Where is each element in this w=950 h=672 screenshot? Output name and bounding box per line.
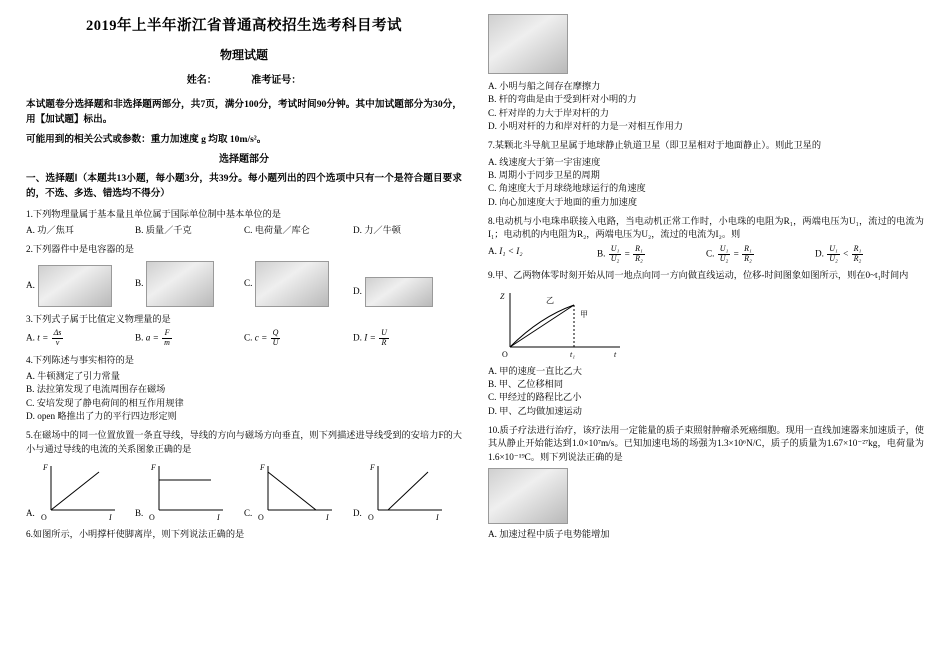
force-current-graph-b bbox=[145, 460, 229, 522]
fraction-d: $\frac{U}{R}$ bbox=[381, 328, 387, 347]
option-d: D. 甲、乙均做加速运动 bbox=[488, 405, 582, 416]
fraction-b: $\frac{F}{m}$ bbox=[164, 328, 170, 347]
svg-text:O: O bbox=[367, 513, 374, 523]
option-d: D. 向心加速度大于地面的重力加速度 bbox=[488, 196, 638, 207]
fraction-d-left: $\frac{\text{U₁}}{\text{U₂}}$ bbox=[829, 243, 838, 263]
question-4-stem: 4.下列陈述与事实相符的是 bbox=[26, 354, 134, 365]
displacement-time-graph bbox=[488, 287, 638, 361]
question-5-graph-options bbox=[26, 460, 462, 522]
svg-text:F: F bbox=[369, 463, 375, 473]
graph-option-b bbox=[135, 460, 244, 522]
question-6-stem: 6.如图所示，小明撑杆使脚离岸，则下列说法正确的是 bbox=[26, 529, 245, 540]
question-10-option-a: A. 加速过程中质子电势能增加 bbox=[488, 529, 610, 540]
option-c: C. 甲经过的路程比乙小 bbox=[488, 392, 582, 403]
option-d: D. $\frac{\text{U₁}}{\text{U₂}}$ < $\frac{\text{R₁}}{\text{R₂}}$ bbox=[815, 243, 862, 263]
question-5-stem: 5.在磁场中的同一位置放置一条直导线，导线的方向与磁场方向垂直，则下列描述进导线受到的安培力F的大小与通过导线的电流的关系图象正确的是 bbox=[26, 430, 462, 454]
question-9-figure bbox=[488, 287, 924, 361]
option-a: A. 甲的速度一直比乙大 bbox=[488, 365, 582, 376]
svg-text:F: F bbox=[151, 463, 157, 473]
option-a-label: A. bbox=[26, 508, 35, 519]
svg-text:O: O bbox=[40, 513, 47, 523]
question-10-stem: 10.质子疗法进行治疗，该疗法用一定能量的质子束照射肿瘤杀死癌细胞。现用一直线加速器来加速质子，使其从静止开始能达到1.0×10⁷m/s。已知加速电场的场强为1.3×10⁶N/C，质子的质量为1.67×10⁻²⁷kg，电荷量为1.6×10⁻¹⁹C。则下列说法正确的是 bbox=[488, 425, 924, 462]
option-b-label: B. bbox=[135, 278, 144, 289]
option-c: C. 角速度大于月球绕地球运行的角速度 bbox=[488, 183, 646, 194]
right-column bbox=[488, 14, 924, 664]
svg-text:t₁: t₁ bbox=[570, 349, 576, 359]
exam-notice-1: 本试题卷分选择题和非选择题两部分，共7页，满分100分，考试时间90分钟。其中加试题部分为30分，用【加试题】标出。 bbox=[26, 98, 462, 125]
option-a-label: A. bbox=[26, 280, 35, 291]
exam-notice-2: 可能用到的相关公式或参数：重力加速度 g 均取 10m/s²。 bbox=[26, 133, 267, 145]
svg-text:I: I bbox=[435, 513, 439, 523]
question-3-stem: 3.下列式子属于比值定义物理量的是 bbox=[26, 313, 171, 324]
option-c: C. 安培发现了静电荷间的相互作用规律 bbox=[26, 397, 184, 408]
question-1-stem: 1.下列物理量属于基本量且单位属于国际单位制中基本单位的是 bbox=[26, 208, 281, 219]
option-a: A. I₁ < I₂ bbox=[488, 245, 523, 256]
option-b: B. a = $\frac{F}{m}$ bbox=[135, 328, 170, 347]
option-c: C. c = $\frac{Q}{U}$ bbox=[244, 328, 279, 347]
option-c: C. $\frac{\text{U₁}}{\text{U₂}}$ = $\frac{\text{R₁}}{\text{R₂}}$ bbox=[706, 243, 752, 263]
option-d-label: D. bbox=[353, 508, 362, 519]
option-d-label: D. bbox=[353, 286, 362, 297]
svg-text:O: O bbox=[258, 513, 265, 523]
option-a: A. 小明与船之间存在摩擦力 bbox=[488, 81, 601, 91]
option-b: B. 质量／千克 bbox=[135, 225, 192, 236]
proton-therapy-machine-photo bbox=[488, 468, 568, 524]
option-d: D. open 略推出了力的平行四边形定则 bbox=[26, 411, 177, 422]
force-current-graph-c bbox=[254, 460, 338, 522]
fraction-d-right: $\frac{\text{R₁}}{\text{R₂}}$ bbox=[853, 243, 862, 263]
svg-text:t: t bbox=[614, 349, 617, 359]
ticket-label: 准考证号： bbox=[251, 75, 302, 87]
question-4-options bbox=[26, 370, 462, 423]
fraction-b-right: $\frac{\text{R₁}}{\text{R₂}}$ bbox=[635, 243, 643, 263]
option-a: A. 线速度大于第一宇宙速度 bbox=[488, 156, 601, 167]
graph-option-d bbox=[353, 460, 462, 522]
question-1-options bbox=[26, 224, 462, 237]
page-title: 2019年上半年浙江省普通高校招生选考科目考试 bbox=[86, 18, 402, 34]
fraction-c-left: $\frac{\text{U₁}}{\text{U₂}}$ bbox=[719, 243, 729, 263]
option-c-label: C. bbox=[244, 278, 253, 289]
capacitor-bank-photo bbox=[255, 261, 329, 307]
section-title: 选择题部分 bbox=[219, 154, 269, 166]
svg-text:甲: 甲 bbox=[580, 309, 588, 319]
force-current-graph-d bbox=[364, 460, 448, 522]
svg-text:O: O bbox=[502, 349, 508, 359]
option-b: B. 杆的弯曲是由于受到杆对小明的力 bbox=[488, 94, 637, 105]
question-2-image-options bbox=[26, 261, 462, 307]
option-b: B. 甲、乙位移相同 bbox=[488, 379, 564, 390]
question-3-options bbox=[26, 329, 462, 348]
option-a: A. 牛顿测定了引力常量 bbox=[26, 371, 120, 382]
option-b-label: B. bbox=[135, 508, 144, 519]
force-current-graph-a bbox=[37, 460, 121, 522]
svg-text:I: I bbox=[326, 513, 329, 523]
fraction-a: $\frac{\Delta s}{v}$ bbox=[53, 328, 62, 347]
left-column bbox=[26, 14, 462, 664]
question-9-options bbox=[488, 365, 924, 418]
fraction-c: $\frac{Q}{U}$ bbox=[272, 328, 279, 347]
option-a: A. 功／焦耳 bbox=[26, 225, 74, 236]
fraction-b-left: $\frac{\text{U₁}}{\text{U₂}}$ bbox=[610, 243, 620, 263]
robot-device-photo bbox=[38, 265, 112, 307]
option-b: B. $\frac{\text{U₁}}{\text{U₂}}$ = $\frac{\text{R₁}}{\text{R₂}}$ bbox=[597, 243, 643, 263]
question-9-stem: 9.甲、乙两物体零时刻开始从同一地点向同一方向做直线运动，位移-时间图象如图所示，则在0~t₁时间内 bbox=[488, 270, 909, 281]
section-description: 一、选择题Ⅰ（本题共13小题，每小题3分，共39分。每小题列出的四个选项中只有一个是符合题目要求的，不选、多选、错选均不得分） bbox=[26, 172, 462, 199]
svg-text:I: I bbox=[108, 513, 112, 523]
question-8-options bbox=[488, 245, 924, 264]
fraction-c-right: $\frac{\text{R₁}}{\text{R₂}}$ bbox=[744, 243, 752, 263]
svg-text:F: F bbox=[260, 463, 266, 473]
question-7-stem: 7.某颗北斗导航卫星属于地球静止轨道卫星（即卫星相对于地面静止）。则此卫星的 bbox=[488, 140, 822, 151]
option-c: C. 杆对岸的力大于岸对杆的力 bbox=[488, 107, 609, 118]
resistor-photo bbox=[365, 277, 433, 307]
option-b: B. 周期小于同步卫星的周期 bbox=[488, 170, 600, 181]
capacitor-photo bbox=[146, 261, 214, 307]
candidate-info-row bbox=[26, 74, 462, 89]
question-8-stem: 8.电动机与小电珠串联接入电路，当电动机正常工作时，小电珠的电阻为R₁，两端电压为U₁，流过的电流为I₁；电动机的内电阻为R₂，两端电压为U₂，流过的电流为I₂。则 bbox=[488, 216, 924, 240]
svg-text:Z: Z bbox=[500, 291, 505, 301]
pole-vault-boat-photo bbox=[488, 14, 568, 74]
two-column-layout bbox=[26, 14, 924, 664]
question-7-options bbox=[488, 156, 924, 209]
option-c: C. 电荷量／库仑 bbox=[244, 225, 310, 236]
option-d: D. 力／牛顿 bbox=[353, 225, 401, 236]
option-c-label: C. bbox=[244, 508, 253, 519]
option-d: D. I = $\frac{U}{R}$ bbox=[353, 328, 387, 347]
name-label: 姓名： bbox=[186, 75, 217, 87]
question-6-options bbox=[488, 80, 924, 133]
svg-text:I: I bbox=[217, 513, 220, 523]
option-d: D. 小明对杆的力和岸对杆的力是一对相互作用力 bbox=[488, 121, 683, 132]
graph-option-c bbox=[244, 460, 353, 522]
question-2-stem: 2.下列器件中是电容器的是 bbox=[26, 244, 134, 255]
svg-text:F: F bbox=[42, 463, 48, 473]
option-a: A. t = $\frac{\Delta s}{v}$ bbox=[26, 328, 62, 347]
svg-text:O: O bbox=[149, 513, 156, 523]
page-subtitle: 物理试题 bbox=[219, 48, 268, 63]
svg-text:乙: 乙 bbox=[546, 295, 554, 305]
graph-option-a bbox=[26, 460, 135, 522]
option-b: B. 法拉第发现了电流周围存在磁场 bbox=[26, 384, 166, 395]
